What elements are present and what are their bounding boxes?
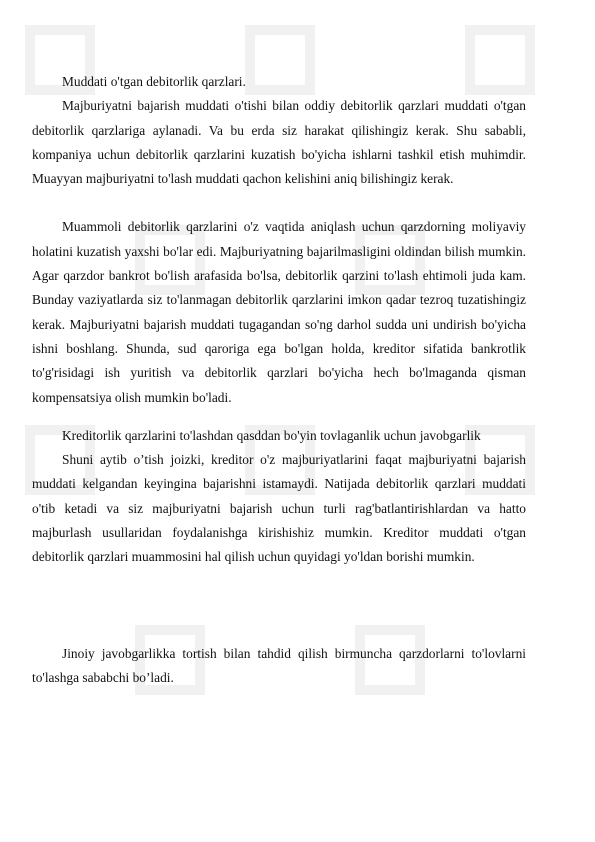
spacer — [32, 570, 526, 642]
spacer — [32, 410, 526, 424]
paragraph-overdue-intro: Majburiyatni bajarish muddati o'tishi bilan oddiy debitorlik qarzlari muddati o'tgan debitorlik qarzlariga aylanadi. Va bu erda siz harakat qilishingiz kerak. Shu sababli, kompaniya uchun debitorlik qarzlarini kuzatish bo'yicha ishlarni tashkil etish muhimdir. Muayyan majburiyatni to'lash muddati qachon kelishini aniq bilishingiz kerak. — [32, 98, 526, 187]
paragraph-problem-receivables: Muammoli debitorlik qarzlarini o'z vaqtida aniqlash uchun qarzdorning moliyaviy holatini kuzatish yaxshi bo'lar edi. Majburiyatning bajarilmasligini oldindan bilish mumkin. Agar qarzdor bankrot bo'lish arafasida bo'lsa, debitorlik qarzini to'lash ehtimoli juda kam. Bunday vaziyatlarda siz to'lanmagan debitorlik qarzlarini imkon qadar tezroq tuzatishingiz kerak. Majburiyatni bajarish muddati tugagandan so'ng darhol sudda uni undirish bo'yicha ishni boshlang. Shunda, sud qaroriga ega bo'lgan holda, kreditor sifatida bankrotlik to'g'risidagi ish yuritish va debitorlik qarzlari bo'yicha hech bo'lmaganda qisman kompensatsiya olish mumkin bo'ladi. — [32, 219, 526, 405]
document-body — [32, 70, 526, 690]
spacer — [32, 191, 526, 215]
section-heading-liability: Kreditorlik qarzlarini to'lashdan qasddan bo'yin tovlaganlik uchun javobgarlik — [62, 427, 481, 443]
paragraph-criminal-liability: Jinoiy javobgarlikka tortish bilan tahdid qilish birmuncha qarzdorlarni to'lovlarni to'lashga sababchi bo’ladi. — [32, 645, 526, 685]
paragraph-liability: Shuni aytib o’tish joizki, kreditor o'z majburiyatlarini faqat majburiyatni bajarish muddati kelgandan keyingina bajarishni istamaydi. Natijada debitorlik qarzlari muddati o'tib ketadi va siz majburiyatni bajarish uchun turli rag'batlantirishlardan va hatto majburlash usullaridan foydalanishga kirishishiz mumkin. Kreditor muddati o'tgan debitorlik qarzlari muammosini hal qilish uchun quyidagi yo'ldan borishi mumkin. — [32, 452, 526, 565]
section-heading-overdue: Muddati o'tgan debitorlik qarzlari. — [62, 74, 246, 89]
